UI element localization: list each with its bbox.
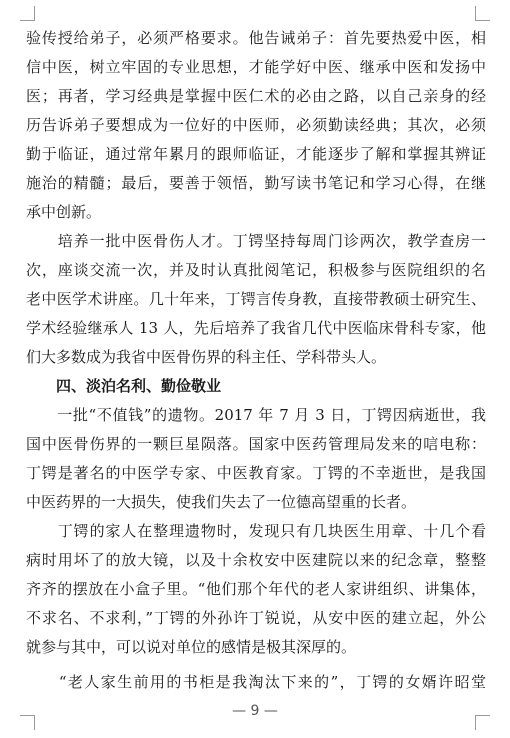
body-text-line: 医；再者，学习经典是掌握中医仁术的必由之路，以自己亲身的经 (26, 87, 486, 105)
body-text-line: 承中创新。 (26, 203, 102, 221)
body-text-line: 丁锷的家人在整理遗物时，发现只有几块医生用章、十几个看 (26, 522, 486, 540)
section-heading: 四、淡泊名利、勤俭敬业 (26, 377, 222, 395)
body-text-line: 学术经验继承人 13 人，先后培养了我省几代中医临床骨科专家，他 (26, 319, 486, 337)
body-text-line: 们大多数成为我省中医骨伤界的科主任、学科带头人。 (26, 348, 387, 366)
body-text-line: 勤于临证，通过常年累月的跟师临证，才能逐步了解和掌握其辨证 (26, 145, 486, 163)
body-text-line: 就参与其中，可以说对单位的感情是极其深厚的。 (26, 638, 357, 656)
body-text-line: 历告诉弟子要想成为一位好的中医师，必须勤读经典；其次，必须 (26, 116, 486, 134)
body-text-line: 齐齐的摆放在小盒子里。“他们那个年代的老人家讲组织、讲集体， (26, 580, 486, 598)
page-number: — 9 — (232, 703, 278, 719)
body-text-line: 不求名、不求利，”丁锷的外孙许丁锐说，从安中医的建立起，外公 (26, 609, 486, 627)
body-text-line: 老中医学术讲座。几十年来，丁锷言传身教，直接带教硕士研究生、 (26, 290, 486, 308)
body-text-line: 国中医骨伤界的一颗巨星陨落。国家中医药管理局发来的唁电称： (26, 435, 486, 453)
body-text-line: 信中医，树立牢固的专业思想，才能学好中医、继承中医和发扬中 (26, 58, 486, 76)
body-text-line: 培养一批中医骨伤人才。丁锷坚持每周门诊两次，教学查房一 (26, 232, 486, 250)
body-text-line: “老人家生前用的书柜是我淘汰下来的”，丁锷的女婿许昭堂 (26, 673, 486, 691)
body-text-line: 施治的精髓；最后，要善于领悟，勤写读书笔记和学习心得，在继 (26, 174, 486, 192)
body-text-line: 中医药界的一大损失，使我们失去了一位德高望重的长者。 (26, 493, 417, 511)
body-text-line: 次，座谈交流一次，并及时认真批阅笔记，积极参与医院组织的名 (26, 261, 486, 279)
body-text-line: 病时用坏了的放大镜，以及十余枚安中医建院以来的纪念章，整整 (26, 551, 486, 569)
crop-mark-top-right (475, 6, 490, 21)
body-text-line: 验传授给弟子，必须严格要求。他告诫弟子：首先要热爱中医，相 (26, 29, 486, 47)
body-text-line: 丁锷是著名的中医学专家、中医教育家。丁锷的不幸逝世，是我国 (26, 464, 486, 482)
body-text-line: 一批“不值钱”的遗物。2017 年 7 月 3 日，丁锷因病逝世，我 (26, 406, 486, 424)
crop-mark-top-left (20, 6, 35, 21)
